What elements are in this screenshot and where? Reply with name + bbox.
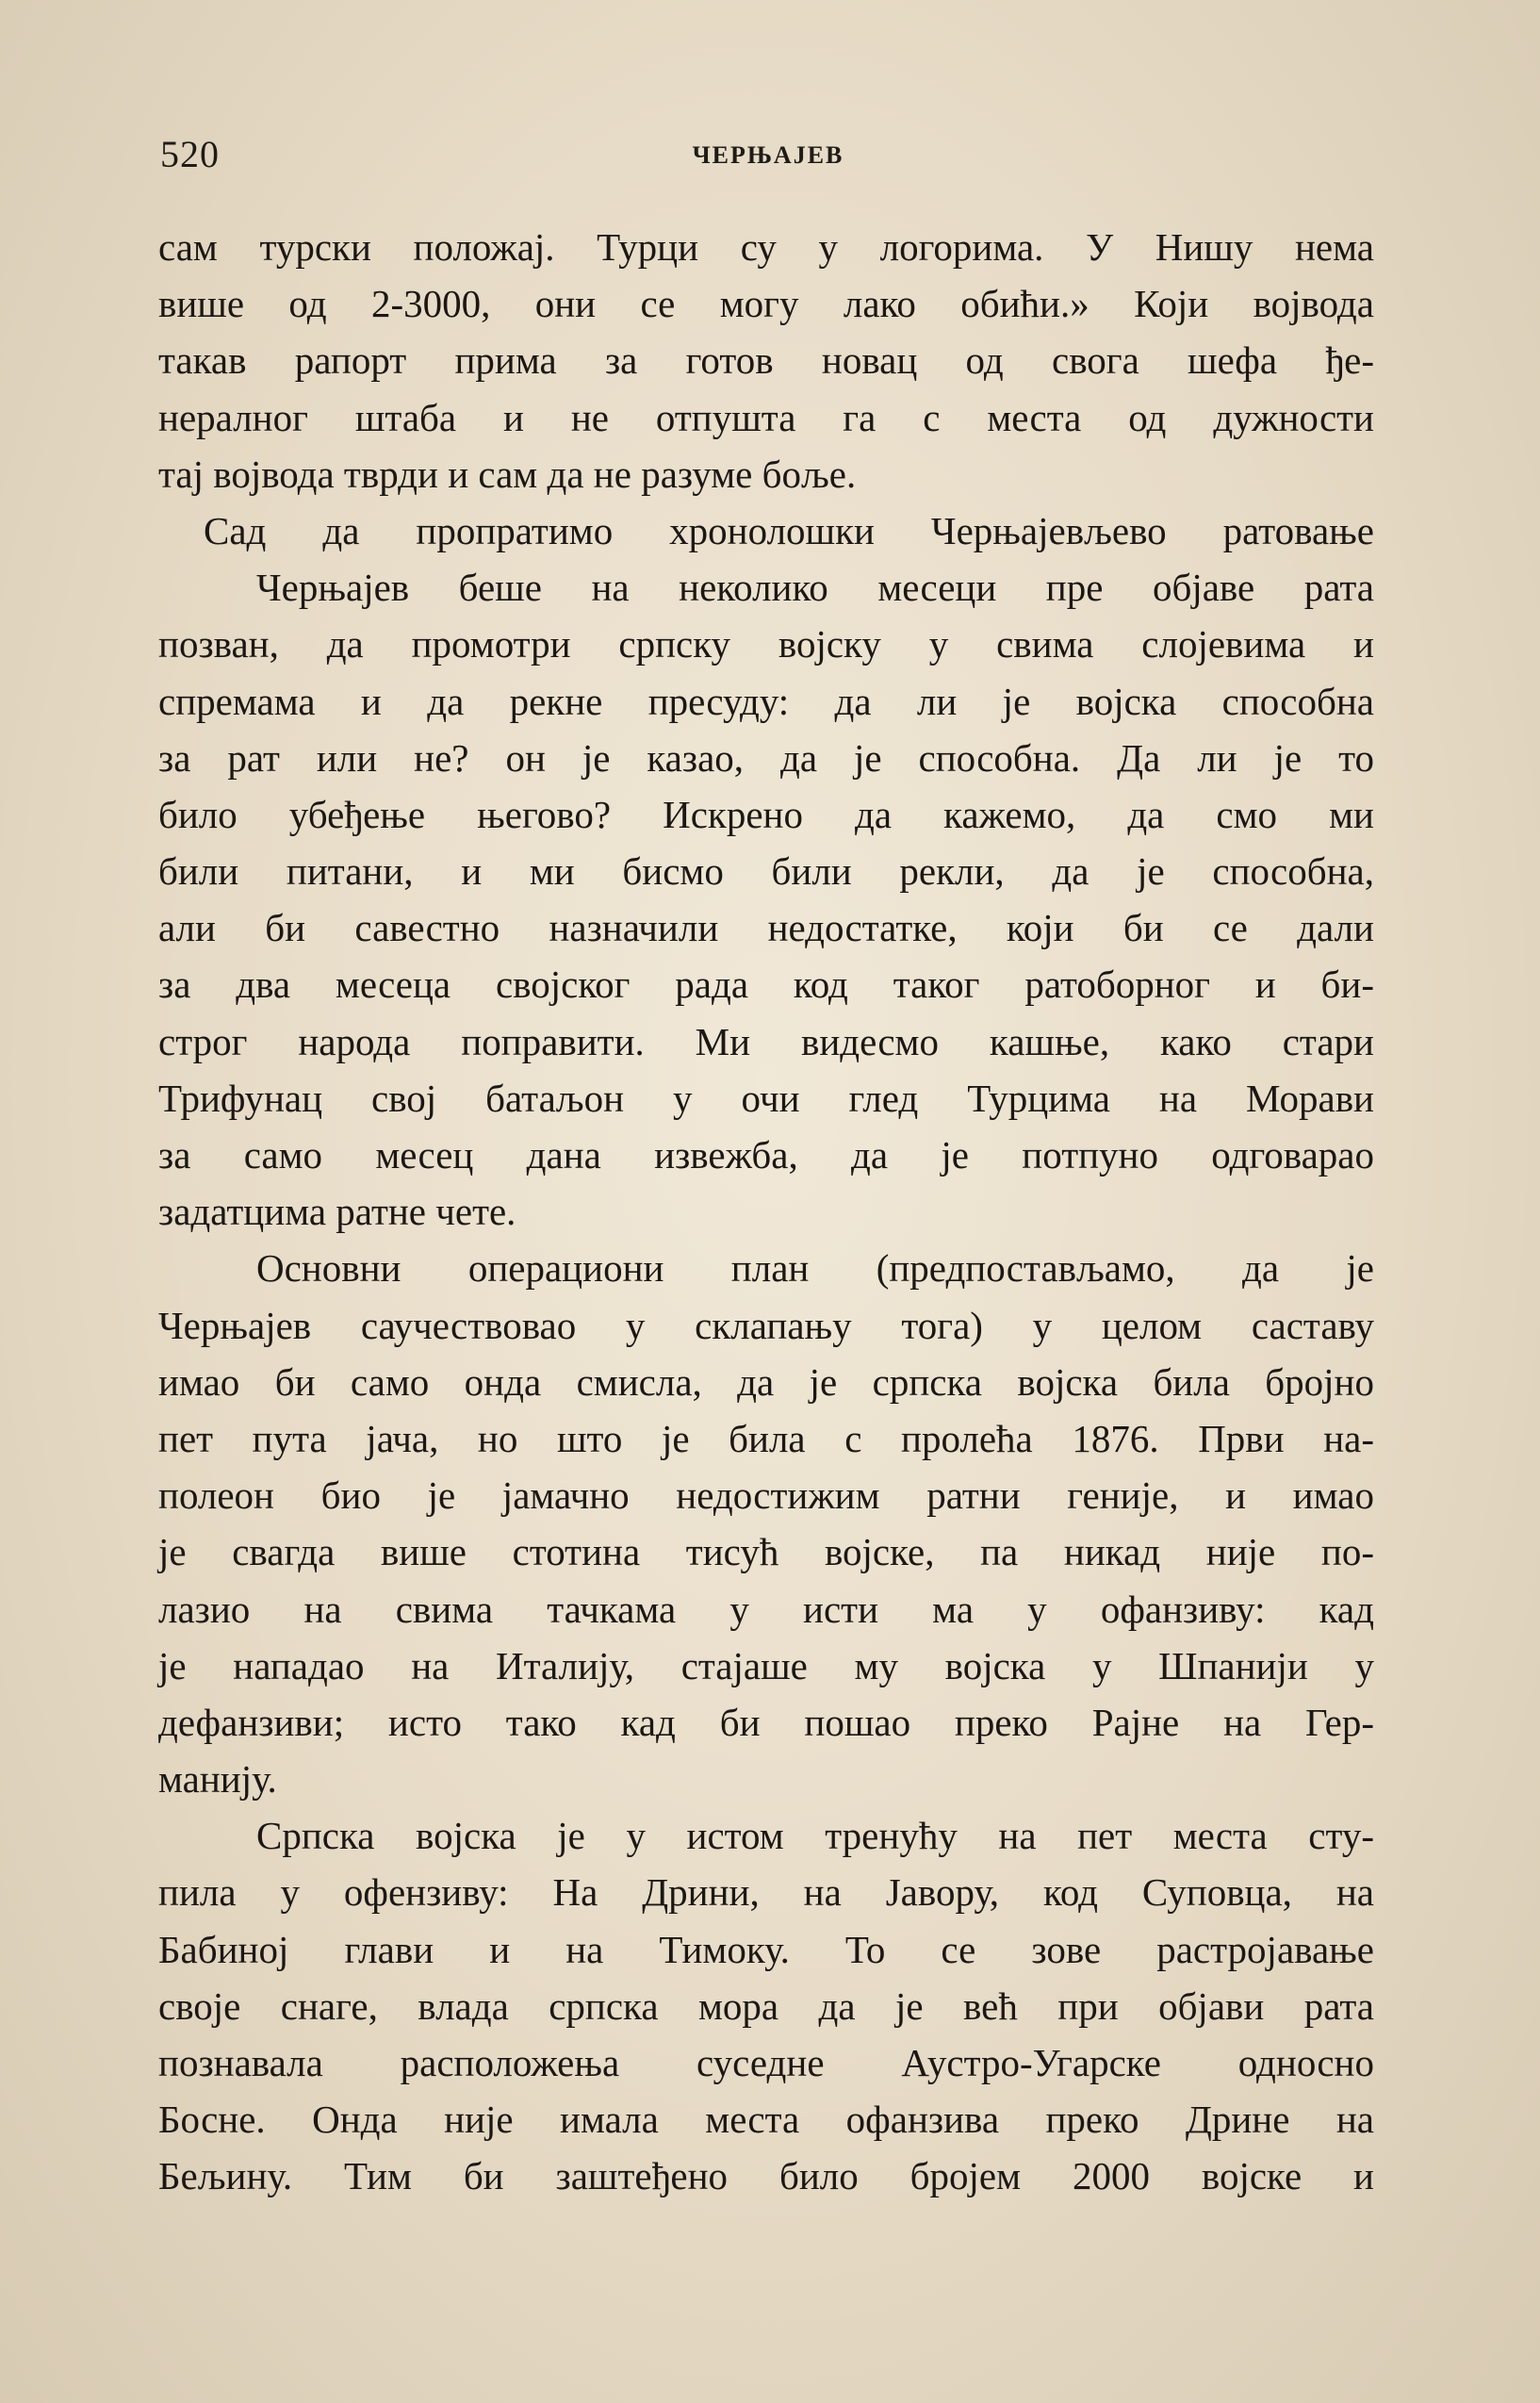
text-line: пила у офензиву: На Дрини, на Јавору, код Суповца, на — [158, 1870, 1374, 1915]
text-line: манију. — [158, 1757, 277, 1802]
text-line: је свагда више стотина тисућ војске, па никад није по- — [158, 1530, 1374, 1574]
text-line: сам турски положај. Турци су у логорима. У Нишу нема — [158, 225, 1374, 269]
text-line: за два месеца својског рада код таког ратоборног и би- — [158, 963, 1374, 1007]
text-line: позван, да промотри српску војску у свима слојевима и — [158, 622, 1374, 667]
body-text — [158, 219, 1374, 2205]
text-line: полеон био је јамачно недостижим ратни геније, и имао — [158, 1473, 1374, 1518]
text-line: Бељину. Тим би заштеђено било бројем 2000 војске и — [158, 2154, 1374, 2198]
text-line: за само месец дана извежба, да је потпуно одговарао — [158, 1133, 1374, 1177]
text-line: Черњајев беше на неколико месеци пре објаве рата — [256, 566, 1374, 610]
text-line: дефанзиви; исто тако кад би пошао преко Рајне на Гер- — [158, 1700, 1374, 1744]
page-number: 520 — [160, 133, 220, 175]
text-line: Бабиној глави и на Тимоку. То се зове растројавање — [158, 1927, 1374, 1971]
text-line: лазио на свима тачкама у исти ма у офанзиву: кад — [158, 1587, 1374, 1631]
text-line: познавала расположења суседне Аустро-Угарске односно — [158, 2041, 1374, 2084]
text-line: своје снаге, влада српска мора да је већ при објави рата — [158, 1983, 1374, 2028]
text-line: за рат или не? он је казао, да је способна. Да ли је то — [158, 735, 1374, 780]
text-line: Српска војска је у истом тренућу на пет места сту- — [256, 1814, 1374, 1858]
text-line: такав рапорт прима за готов новац од свога шефа ђе- — [158, 338, 1374, 383]
text-line: више од 2-3000, они се могу лако обићи.» Који војвода — [158, 282, 1374, 326]
text-line: било убеђење његово? Искрено да кажемо, да смо ми — [158, 792, 1374, 836]
text-line: Трифунац свој батаљон у очи глед Турцима на Морави — [158, 1076, 1374, 1120]
page-header — [160, 132, 1376, 179]
running-title: ЧЕРЊАЈЕВ — [692, 141, 844, 169]
text-line: али би савестно назначили недостатке, који би се дали — [158, 906, 1374, 950]
text-line: спремама и да рекне пресуду: да ли је војска способна — [158, 679, 1374, 723]
text-line: тај војвода тврди и сам да не разуме боље. — [158, 452, 857, 496]
text-line: пет пута јача, но што је била с пролећа 1876. Први на- — [158, 1416, 1374, 1460]
text-line: Черњајев саучествовао у склапању тога) у целом саставу — [158, 1303, 1374, 1347]
text-line: Сад да пропратимо хронолошки Черњајевљево ратовање — [204, 508, 1374, 552]
text-line: Босне. Онда није имала места офанзива преко Дрине на — [158, 2098, 1374, 2142]
text-line: нералног штаба и не отпушта га с места од дужности — [158, 395, 1374, 439]
text-line: строг народа поправити. Ми видесмо кашње, како стари — [158, 1019, 1374, 1063]
text-line: задатцима ратне чете. — [158, 1190, 516, 1234]
text-line: имао би само онда смисла, да је српска војска била бројно — [158, 1359, 1374, 1404]
text-line: је нападао на Италију, стајаше му војска у Шпанији у — [158, 1643, 1374, 1687]
text-line: Основни операциони план (предпостављамо, да је — [256, 1246, 1374, 1291]
text-line: били питани, и ми бисмо били рекли, да је способна, — [158, 849, 1374, 894]
